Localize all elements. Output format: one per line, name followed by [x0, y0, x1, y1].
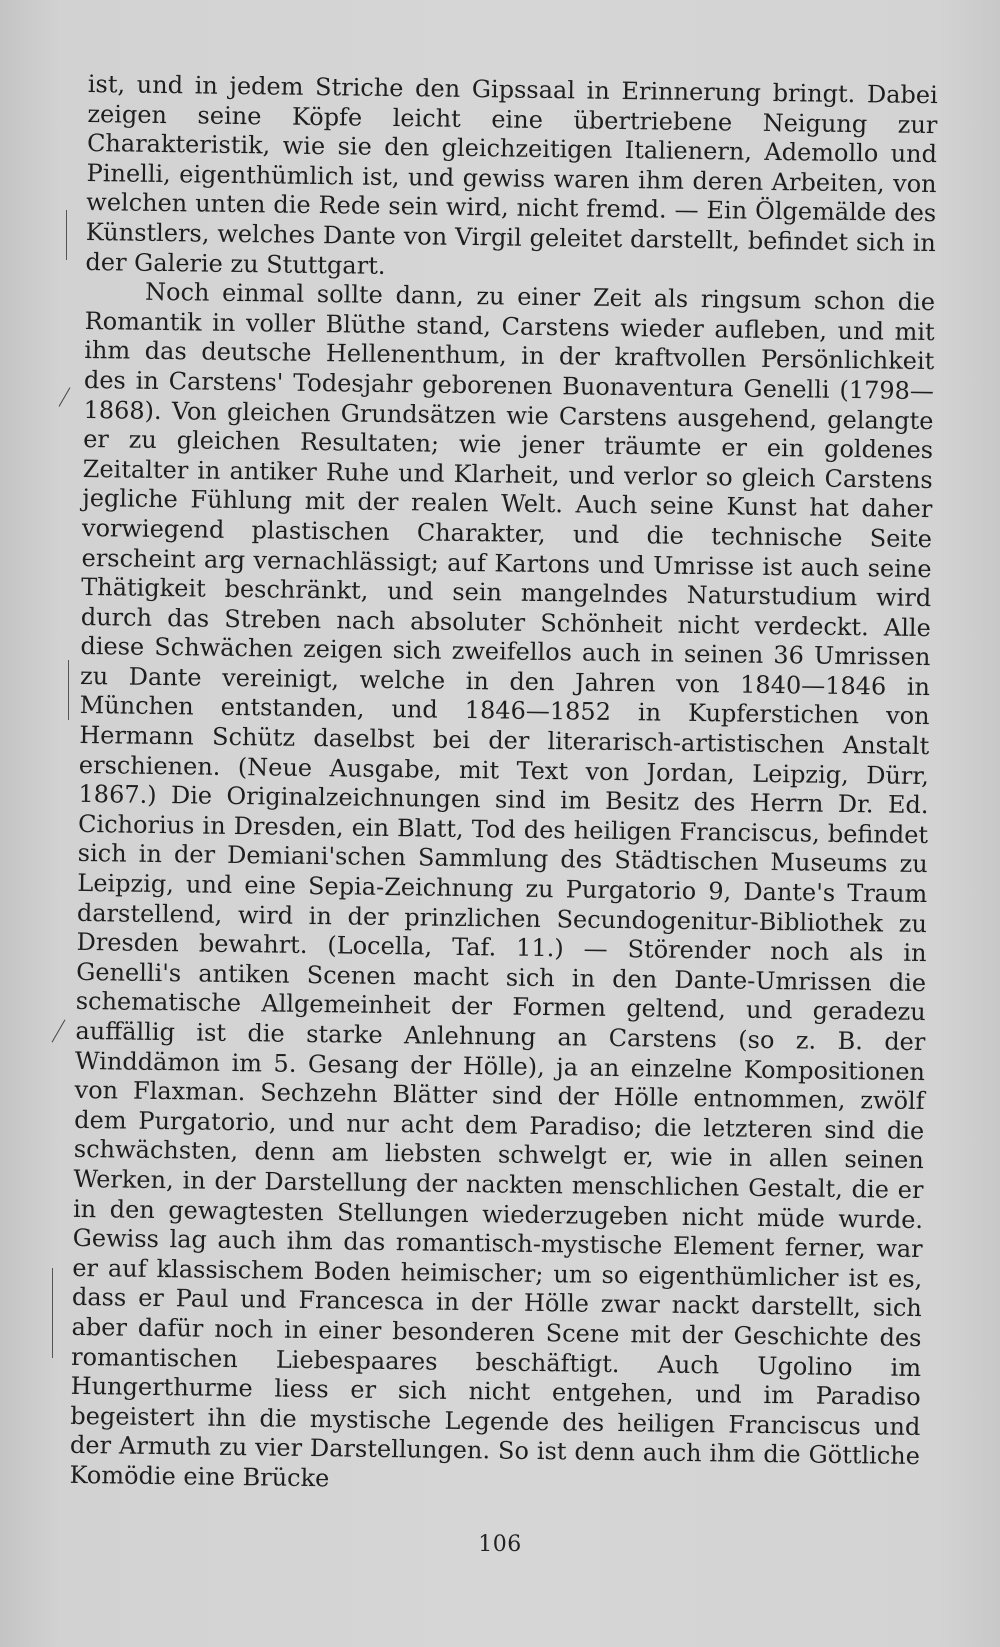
paragraph-1: ist, und in jedem Striche den Gipssaal in Erinnerung bringt. Dabei zeigen seine Köpfe leicht eine übertriebene Neigung zur Charakteristik, wie sie den gleichzeitigen Italienern, Ademollo und Pinelli, eigenthümlich ist, und gewiss waren ihm deren Arbeiten, von welchen unten die Rede sein wird, nicht fremd. — Ein Ölgemälde des Künstlers, welches Dante von Virgil geleitet darstellt, befindet sich in der Galerie zu Stuttgart. — [85, 70, 938, 280]
margin-pencil-mark — [68, 660, 69, 720]
page-number: 106 — [478, 1532, 522, 1557]
margin-pencil-mark — [52, 1268, 53, 1358]
margin-pencil-mark — [66, 210, 67, 260]
margin-pencil-mark — [59, 387, 71, 407]
paragraph-2: Noch einmal sollte dann, zu einer Zeit als ringsum schon die Romantik in voller Blüthe stand, Carstens wieder aufleben, und mit ihm das deutsche Hellenenthum, in der kraftvollen Persönlichkeit des in Carstens' Todesjahr geborenen Buonaventura Genelli (1798—1868). Von gleichen Grundsätzen wie Carstens ausgehend, gelangte er zu gleichen Resultaten; wie jener träumte er ein goldenes Zeitalter in antiker Ruhe und Klarheit, und verlor so gleich Carstens jegliche Fühlung mit der realen Welt. Auch seine Kunst hat daher vorwiegend plastischen Charakter, und die technische Seite erscheint arg vernachlässigt; auf Kartons und Umrisse ist auch seine Thätigkeit beschränkt, und sein mangelndes Naturstudium wird durch das Streben nach absoluter Schönheit nicht verdeckt. Alle diese Schwächen zeigen sich zweifellos auch in seinen 36 Umrissen zu Dante vereinigt, welche in den Jahren von 1840—1846 in München entstanden, und 1846—1852 in Kupferstichen von Hermann Schütz daselbst bei der literarisch-artistischen Anstalt erschienen. (Neue Ausgabe, mit Text von Jordan, Leipzig, Dürr, 1867.) Die Originalzeichnungen sind im Besitz des Herrn Dr. Ed. Cichorius in Dresden, ein Blatt, Tod des heiligen Franciscus, befindet sich in der Demiani'schen Sammlung des Städtischen Museums zu Leipzig, und eine Sepia-Zeichnung zu Purgatorio 9, Dante's Traum darstellend, wird in der prinzlichen Secundogenitur-Bibliothek zu Dresden bewahrt. (Locella, Taf. 11.) — Störender noch als in Genelli's antiken Scenen macht sich in den Dante-Umrissen die schematische Allgemeinheit der Formen geltend, und geradezu auffällig ist die starke Anlehnung an Carstens (so z. B. der Winddämon im 5. Gesang der Hölle), ja an einzelne Kompositionen von Flaxman. Sechzehn Blätter sind der Hölle entnommen, zwölf dem Purgatorio, und nur acht dem Paradiso; die letzteren sind die schwächsten, denn am liebsten schwelgt er, wie in allen seinen Werken, in der Darstellung der nackten menschlichen Gestalt, die er in den gewagtesten Stellungen wiederzugeben nicht müde wurde. Gewiss lag auch ihm das romantisch-mystische Element ferner, war er auf klassischem Boden heimischer; um so eigenthümlicher ist es, dass er Paul und Francesca in der Hölle zwar nackt darstellt, sich aber dafür noch in einer besonderen Scene mit der Geschichte des romantischen Liebespaares beschäftigt. Auch Ugolino im Hungerthurme liess er sich nicht entgehen, und im Paradiso begeistert ihn die mystische Legende des heiligen Franciscus und der Armuth zu vier Darstellungen. So ist denn auch ihm die Göttliche Komödie eine Brücke — [69, 277, 936, 1493]
body-text — [69, 70, 938, 1502]
margin-pencil-mark — [52, 1019, 66, 1042]
